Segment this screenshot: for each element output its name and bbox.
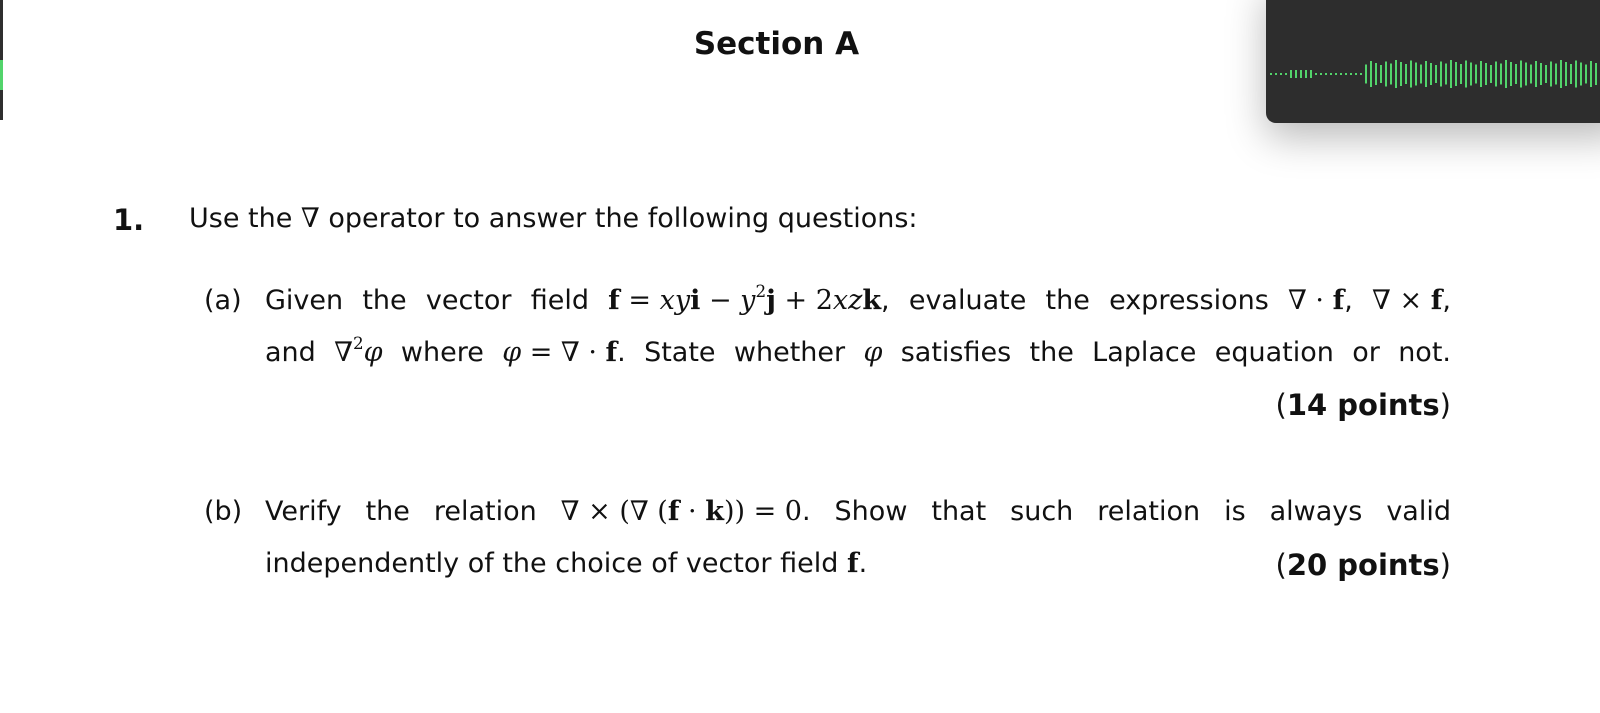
part-b-label: (b) [204, 496, 243, 527]
waveform-bar [1485, 63, 1487, 85]
waveform-bar [1335, 73, 1337, 75]
waveform-bar [1585, 65, 1587, 84]
waveform-bar [1300, 70, 1302, 78]
waveform-bar [1570, 64, 1572, 84]
part-b-line-1: Verify the relation ∇ × (∇ (f · k)) = 0. Show that such relation is always valid [265, 496, 1451, 527]
waveform-bar [1455, 62, 1457, 86]
waveform-bar [1550, 62, 1552, 87]
waveform-bar [1435, 65, 1437, 83]
waveform-bar [1430, 63, 1432, 85]
waveform-bar [1395, 60, 1397, 88]
waveform-bar [1350, 73, 1352, 75]
waveform-bar [1425, 61, 1427, 87]
waveform-bar [1440, 62, 1442, 87]
waveform-bar [1375, 63, 1377, 85]
waveform-bar [1580, 63, 1582, 86]
waveform-bar [1390, 64, 1392, 85]
waveform-bar [1515, 64, 1517, 84]
waveform-bar [1510, 62, 1512, 86]
waveform-bar [1270, 73, 1272, 75]
waveform-bar [1365, 65, 1367, 84]
window-edge-accent [0, 60, 3, 90]
waveform-bar [1385, 62, 1387, 87]
waveform-bar [1575, 61, 1577, 88]
waveform-bar [1295, 70, 1297, 78]
waveform-bar [1505, 60, 1507, 88]
waveform-bar [1285, 73, 1287, 75]
question-intro: Use the ∇ operator to answer the following questions: [189, 203, 918, 234]
waveform-bar [1450, 60, 1452, 88]
waveform-bar [1475, 65, 1477, 84]
waveform-bar [1360, 73, 1362, 75]
waveform-bar [1275, 73, 1277, 75]
waveform-bar [1370, 61, 1372, 87]
waveform-bar [1380, 65, 1382, 83]
waveform-bar [1445, 64, 1447, 85]
waveform-bar [1330, 73, 1332, 75]
part-b-points: (20 points) [1275, 548, 1451, 582]
waveform-bar [1535, 61, 1537, 87]
waveform-bar [1530, 65, 1532, 84]
waveform-bar [1595, 63, 1597, 85]
waveform-bar [1460, 64, 1462, 84]
waveform-bar [1405, 64, 1407, 84]
waveform-bar [1310, 70, 1312, 78]
waveform-bar [1355, 73, 1357, 75]
waveform-bar [1325, 73, 1327, 75]
waveform-bar [1345, 73, 1347, 75]
waveform-bar [1540, 63, 1542, 85]
waveform-bar [1480, 61, 1482, 87]
waveform-bar [1315, 73, 1317, 75]
waveform-bar [1410, 61, 1412, 88]
waveform-bar [1565, 62, 1567, 86]
waveform-bar [1420, 65, 1422, 84]
waveform-bar [1305, 70, 1307, 78]
waveform-bar [1320, 73, 1322, 75]
waveform-bar [1280, 73, 1282, 75]
waveform-bar [1465, 61, 1467, 88]
waveform-bar [1290, 70, 1292, 78]
waveform-bar [1520, 61, 1522, 88]
waveform-bar [1590, 61, 1592, 87]
waveform-bar [1560, 60, 1562, 88]
waveform-bar [1470, 63, 1472, 86]
question-number: 1. [113, 203, 145, 237]
waveform-bar [1555, 64, 1557, 85]
waveform-bar [1495, 62, 1497, 87]
part-a-line-1: Given the vector field f = xyi − $y^2j + 2xzk$, evaluate the expressions ∇ · f, ∇ × f, [265, 280, 1451, 316]
waveform-bar [1490, 65, 1492, 83]
section-title: Section A [693, 26, 860, 62]
waveform-bar [1415, 63, 1417, 86]
part-a-points: (14 points) [1275, 388, 1451, 422]
waveform-bar [1545, 65, 1547, 83]
waveform-bar [1400, 62, 1402, 86]
part-a-label: (a) [204, 285, 242, 316]
waveform-bar [1525, 63, 1527, 86]
part-a-line-2: and ∇$^2$φ where φ = ∇ · f. State whether φ satisfies the Laplace equation or not. [265, 332, 1451, 368]
part-b-line-2: independently of the choice of vector field f. [265, 548, 868, 579]
waveform-bar [1340, 73, 1342, 75]
waveform-bar [1500, 64, 1502, 85]
